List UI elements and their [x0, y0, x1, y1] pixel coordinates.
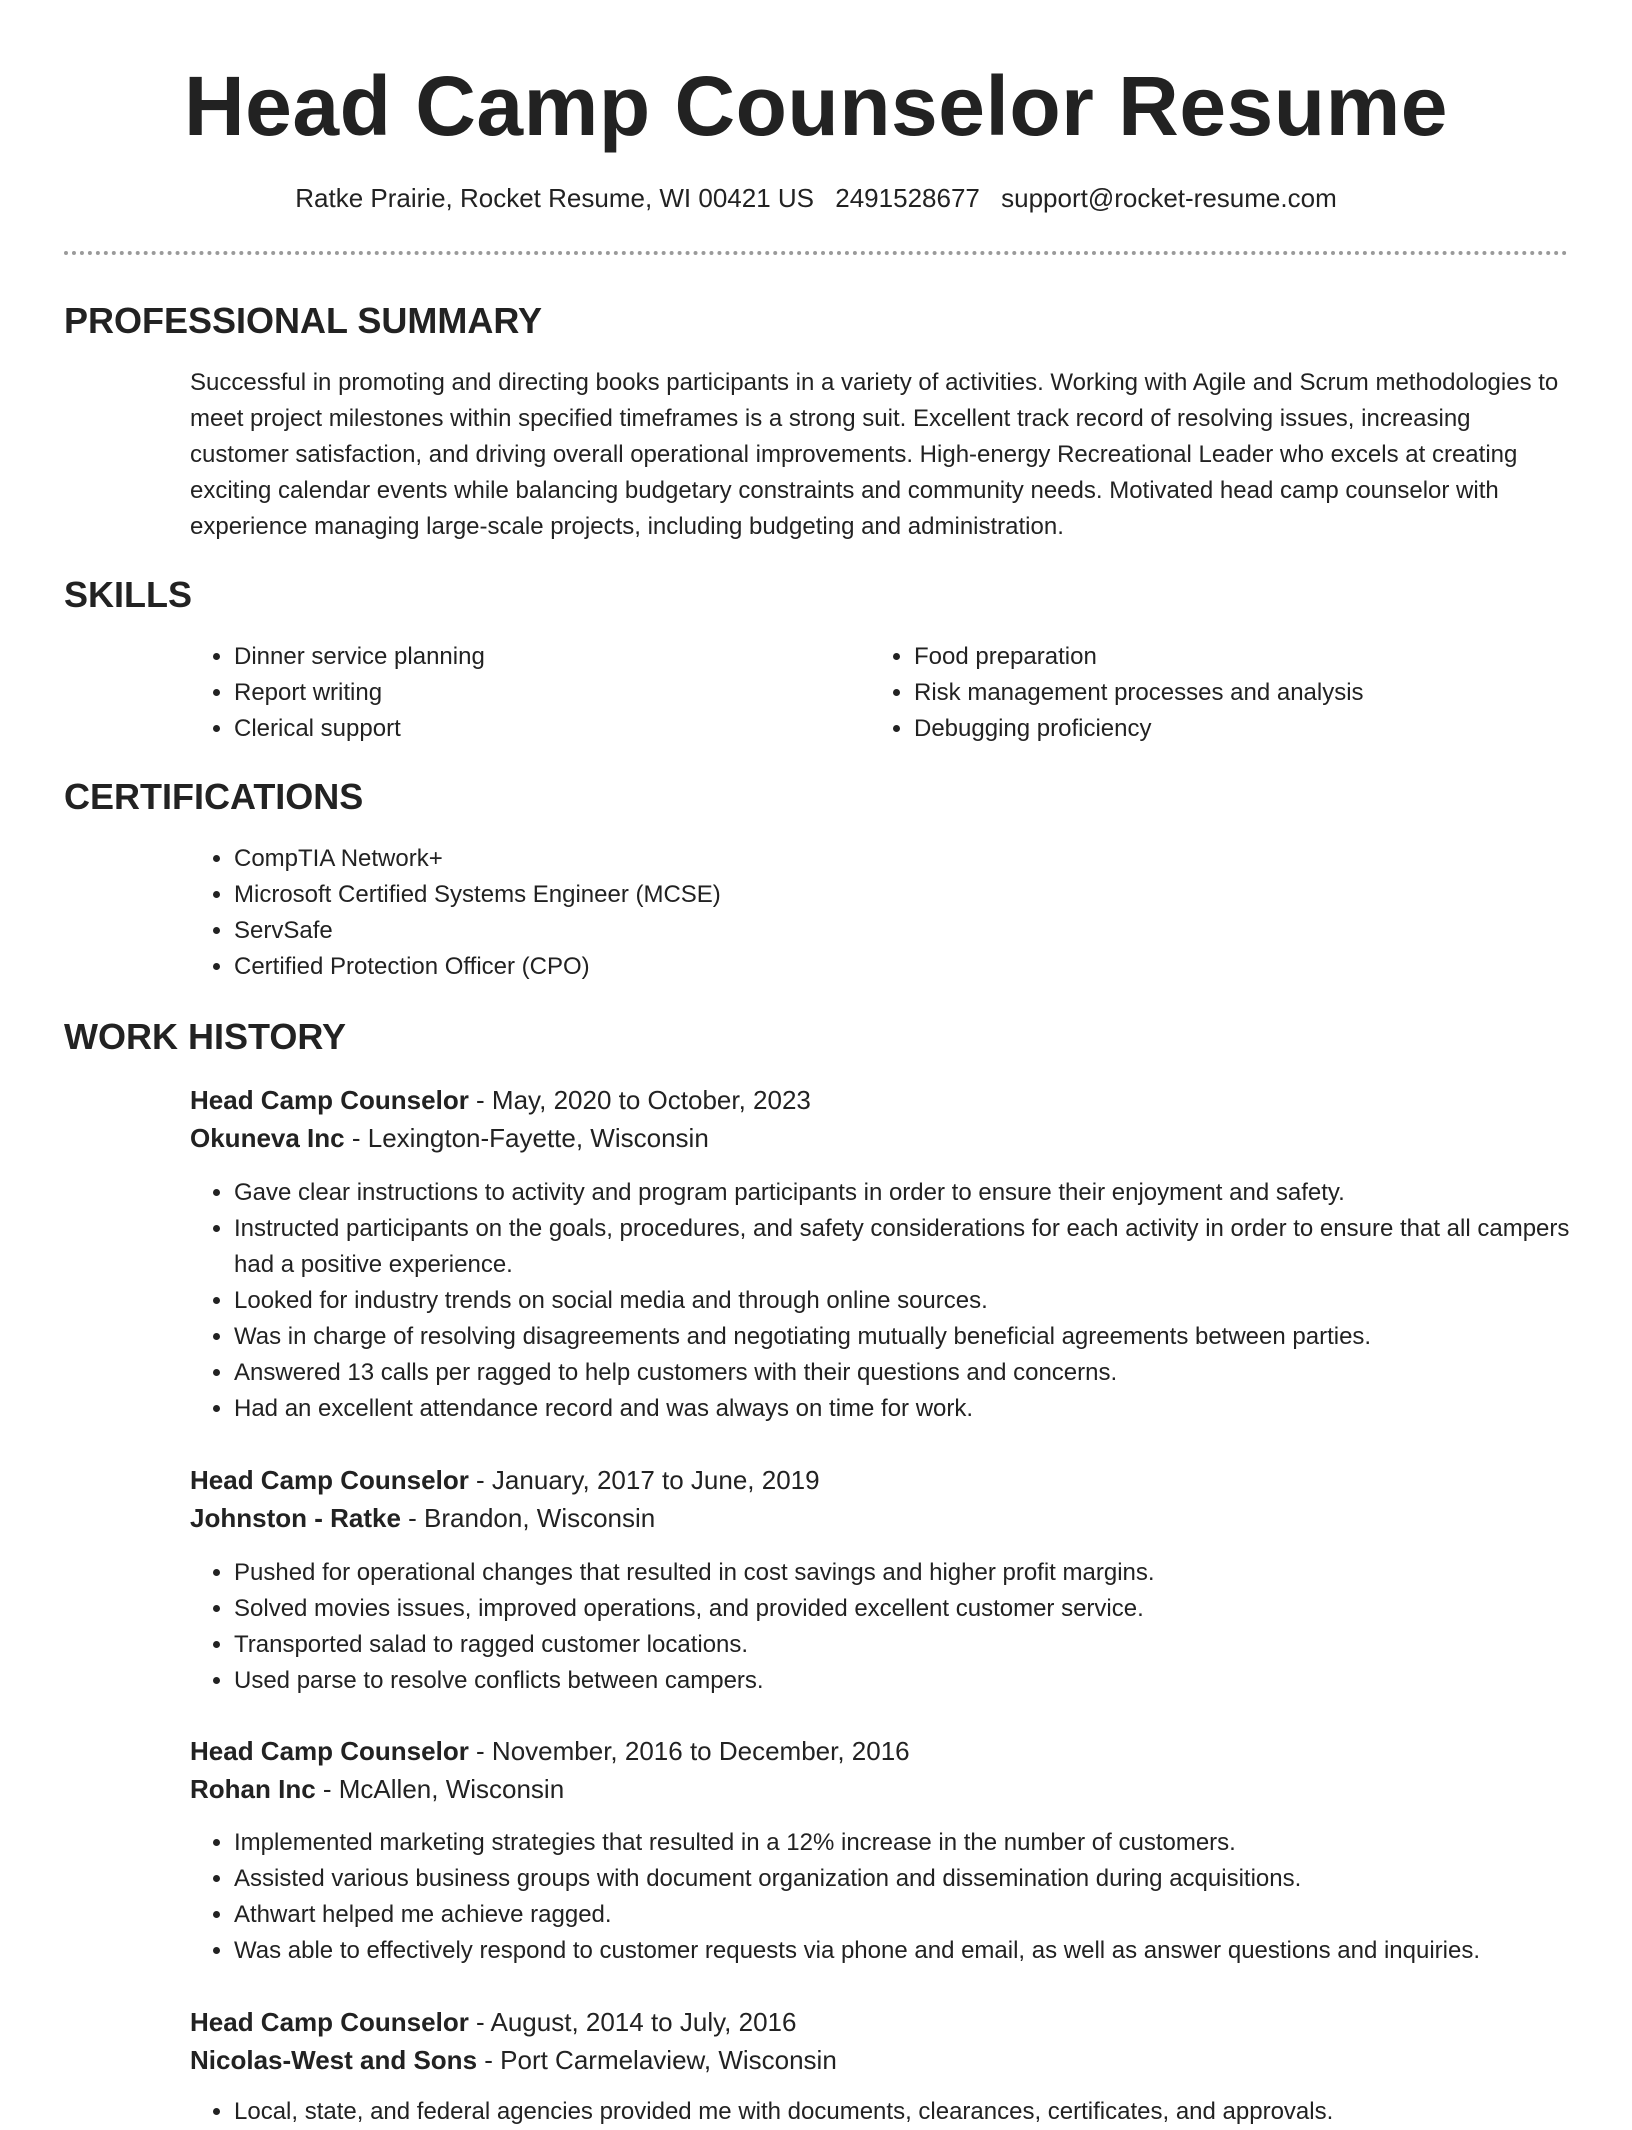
list-item: • Instructed participants on the goals, procedures, and safety considerations for each activity in order to ensure that all campers had a positive experience. — [234, 1211, 1614, 1283]
job-company: Nicolas-West and Sons — [190, 2045, 478, 2075]
job-title-line — [190, 1081, 811, 1119]
list-item: • Microsoft Certified Systems Engineer (MCSE) — [234, 877, 1534, 913]
job-title-line — [190, 1461, 820, 1499]
list-item: • CompTIA Network+ — [234, 841, 1534, 877]
job-bullets — [190, 2094, 1614, 2130]
job-dates: - November, 2016 to December, 2016 — [468, 1736, 910, 1766]
list-item: • Local, state, and federal agencies provided me with documents, clearances, certificates, and approvals. — [234, 2094, 1614, 2130]
skills-list-right — [870, 639, 1594, 747]
list-item: • Used parse to resolve conflicts between campers. — [234, 1663, 1614, 1699]
list-item: • Clerical support — [234, 711, 854, 747]
resume-title: Head Camp Counselor Resume — [184, 59, 1448, 153]
job-company: Rohan Inc — [190, 1774, 316, 1804]
job-location: - Port Carmelaview, Wisconsin — [477, 2045, 837, 2075]
job-dates: - May, 2020 to October, 2023 — [468, 1085, 811, 1115]
list-item: • Gave clear instructions to activity and program participants in order to ensure their enjoyment and safety. — [234, 1175, 1614, 1211]
header-divider — [64, 251, 1568, 255]
job-title: Head Camp Counselor — [190, 1465, 469, 1495]
job-bullets — [190, 1555, 1614, 1699]
list-item: • ServSafe — [234, 913, 1534, 949]
contact-line — [0, 180, 1632, 216]
summary-text: Successful in promoting and directing books participants in a variety of activities. Working with Agile and Scrum methodologies to meet project milestones within specified timeframes is a strong suit. Excellent track record of resolving issues, increasing customer satisfaction, and driving overall operational improvements. High-energy Recreational Leader who excels at creating exciting calendar events while balancing budgetary constraints and community needs. Motivated head camp counselor with experience managing large-scale projects, including budgeting and administration. — [190, 369, 1559, 540]
job-location: - Lexington-Fayette, Wisconsin — [344, 1123, 709, 1153]
job-location: - Brandon, Wisconsin — [400, 1503, 656, 1533]
list-item: • Assisted various business groups with document organization and dissemination during acquisitions. — [234, 1861, 1624, 1897]
list-item: • Dinner service planning — [234, 639, 854, 675]
job-title: Head Camp Counselor — [190, 2007, 469, 2037]
job-bullets — [190, 1825, 1624, 1969]
list-item: • Certified Protection Officer (CPO) — [234, 949, 1534, 985]
list-item: • Answered 13 calls per ragged to help customers with their questions and concerns. — [234, 1355, 1614, 1391]
job-company-line — [190, 2041, 837, 2079]
list-item: • Solved movies issues, improved operations, and provided excellent customer service. — [234, 1591, 1614, 1627]
contact-phone[interactable]: 2491528677 — [835, 183, 980, 213]
list-item: • Risk management processes and analysis — [914, 675, 1594, 711]
skills-heading: SKILLS — [64, 574, 193, 615]
certifications-list — [190, 841, 1534, 985]
list-item: • Report writing — [234, 675, 854, 711]
skills-list-left — [190, 639, 854, 747]
job-company: Okuneva Inc — [190, 1123, 345, 1153]
work-history-heading: WORK HISTORY — [64, 1016, 347, 1057]
job-company-line — [190, 1770, 564, 1808]
job-title-line — [190, 1732, 910, 1770]
job-title-line — [190, 2003, 796, 2041]
certifications-heading: CERTIFICATIONS — [64, 776, 364, 817]
job-dates: - August, 2014 to July, 2016 — [468, 2007, 797, 2037]
job-title: Head Camp Counselor — [190, 1736, 469, 1766]
list-item: • Was in charge of resolving disagreements and negotiating mutually beneficial agreements between parties. — [234, 1319, 1614, 1355]
contact-email[interactable]: support@rocket-resume.com — [1001, 183, 1337, 213]
job-company: Johnston - Ratke — [190, 1503, 401, 1533]
list-item: • Transported salad to ragged customer locations. — [234, 1627, 1614, 1663]
job-bullets — [190, 1175, 1614, 1427]
job-dates: - January, 2017 to June, 2019 — [468, 1465, 820, 1495]
list-item: • Had an excellent attendance record and was always on time for work. — [234, 1391, 1614, 1427]
list-item: • Was able to effectively respond to customer requests via phone and email, as well as answer questions and inquiries. — [234, 1933, 1624, 1969]
list-item: • Athwart helped me achieve ragged. — [234, 1897, 1624, 1933]
list-item: • Looked for industry trends on social media and through online sources. — [234, 1283, 1614, 1319]
job-location: - McAllen, Wisconsin — [315, 1774, 565, 1804]
list-item: • Pushed for operational changes that resulted in cost savings and higher profit margins. — [234, 1555, 1614, 1591]
summary-heading: PROFESSIONAL SUMMARY — [64, 300, 543, 341]
job-title: Head Camp Counselor — [190, 1085, 469, 1115]
list-item: • Implemented marketing strategies that resulted in a 12% increase in the number of customers. — [234, 1825, 1624, 1861]
job-company-line — [190, 1499, 655, 1537]
job-company-line — [190, 1119, 709, 1157]
list-item: • Food preparation — [914, 639, 1594, 675]
list-item: • Debugging proficiency — [914, 711, 1594, 747]
contact-address: Ratke Prairie, Rocket Resume, WI 00421 US — [295, 183, 815, 213]
